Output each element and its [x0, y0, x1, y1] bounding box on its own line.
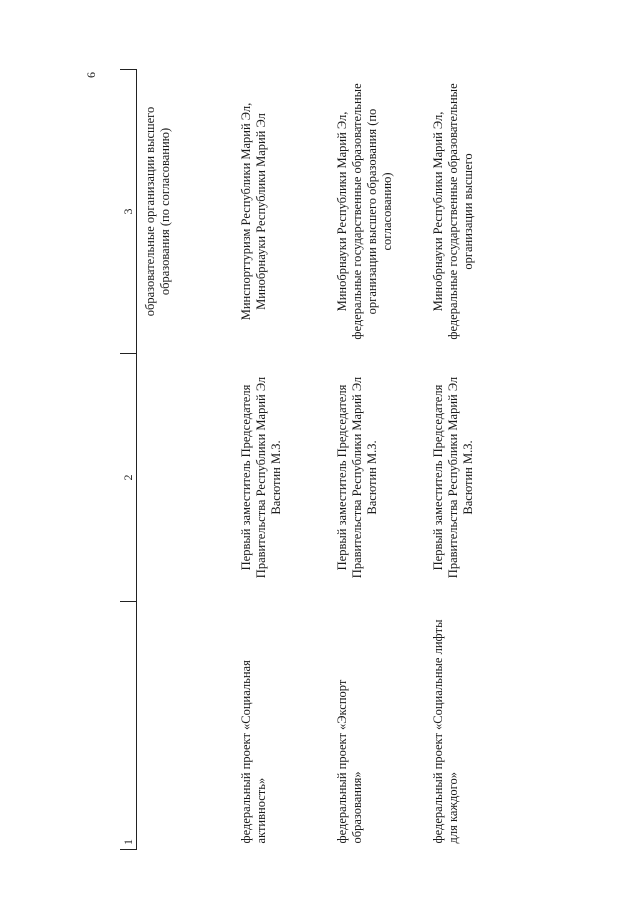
rotated-table-container	[120, 70, 580, 850]
responsible-cell: Первый заместитель Председателя Правительства Республики Марий Эл Васютин М.З.	[335, 376, 379, 579]
header-col-3: 3	[120, 70, 137, 354]
table-row	[137, 70, 234, 850]
executor-cell: Минобрнауки Республики Марий Эл, федеральные государственные образовательные организации высшего	[431, 83, 475, 340]
responsible-cell: Первый заместитель Председателя Правительства Республики Марий Эл Васютин М.З.	[431, 376, 475, 579]
table-row	[425, 70, 521, 850]
table-row	[329, 70, 425, 850]
project-cell: федеральный проект «Социальная активность»	[239, 660, 268, 844]
executor-cell: образовательные организации высшего образования (по согласованию)	[143, 106, 172, 317]
project-cell: федеральный проект «Экспорт образования»	[335, 679, 364, 844]
responsible-cell	[137, 354, 234, 602]
responsible-cell: Первый заместитель Председателя Правительства Республики Марий Эл Васютин М.З.	[239, 376, 283, 579]
project-cell: федеральный проект «Социальные лифты для каждого»	[431, 619, 460, 844]
responsibility-table	[120, 69, 521, 850]
project-cell	[137, 602, 234, 850]
page-number: 6	[84, 72, 98, 78]
executor-cell: Минспорттуризм Республики Марий Эл, Минобрнауки Республики Марий Эл	[239, 102, 268, 321]
executor-cell: Минобрнауки Республики Марий Эл, федеральные государственные образовательные организации высшего образования (по согласованию)	[335, 83, 394, 340]
table-row	[233, 70, 329, 850]
header-row	[120, 70, 137, 850]
header-col-1: 1	[120, 602, 137, 850]
header-col-2: 2	[120, 354, 137, 602]
